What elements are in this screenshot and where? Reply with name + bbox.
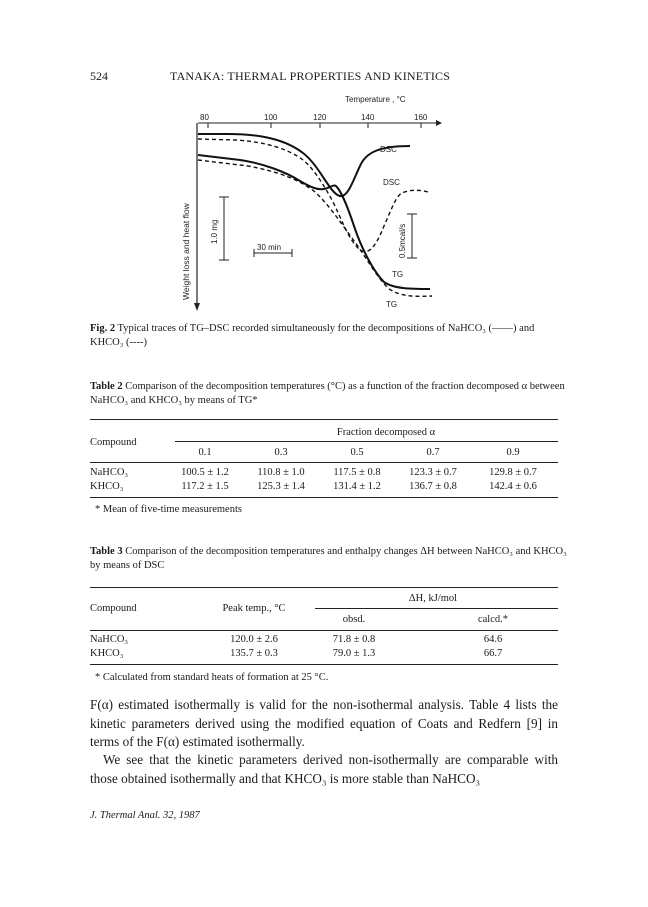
table2-row-compound: NaHCO₃ <box>90 467 129 478</box>
table3-cell: 120.0 ± 2.6 <box>230 634 278 645</box>
table3-top-rule <box>90 587 558 588</box>
figure-caption-label: Fig. 2 <box>90 323 116 334</box>
table2-row-compound: KHCO₃ <box>90 481 124 492</box>
table3-dh-rule <box>315 608 558 609</box>
tg-dashed-label: TG <box>386 300 398 309</box>
table3-footnote: * Calculated from standard heats of formation at 25 °C. <box>95 672 329 683</box>
table3-calcd-header: calcd.* <box>477 614 509 625</box>
temp-tick-label: 160 <box>414 113 428 122</box>
table2-caption-text: Comparison of the decomposition temperatures (°C) as a function of the fraction decomposed α between NaHCO₃ and KHCO₃ by means of TG* <box>90 381 565 406</box>
body-paragraph: We see that the kinetic parameters derived non-isothermally are comparable with those obtained isothermally and that KHCO₃ is more stable than NaHCO₃ <box>90 752 558 786</box>
body-paragraph: F(α) estimated isothermally is valid for the non-isothermal analysis. Table 4 lists the kinetic parameters derived using the modified equation of Coats and Redfern [9] in terms of the F(α) estimated isothermally. <box>90 697 558 749</box>
temperature-axis-title: Temperature , °C <box>345 95 406 104</box>
table3-header-rule <box>90 630 558 631</box>
table3-cell: 66.7 <box>483 648 503 659</box>
table2-header-rule <box>90 462 558 463</box>
tg-solid-label: TG <box>392 270 404 279</box>
table2-col-header: 0.7 <box>426 447 440 458</box>
table3-caption-text: Comparison of the decomposition temperatures and enthalpy changes ΔH between NaHCO₃ and KHCO₃ by means of DSC <box>90 546 567 571</box>
heat-scale-label: 0.5mcal/s <box>398 223 407 258</box>
page-number: 524 <box>90 69 108 83</box>
table3-label: Table 3 <box>90 546 123 557</box>
table2-cell: 125.3 ± 1.4 <box>257 481 305 492</box>
dsc-dashed-label: DSC <box>383 178 400 187</box>
table3-row-compound: KHCO₃ <box>90 648 124 659</box>
temp-tick-label: 140 <box>361 113 375 122</box>
table2-cell: 131.4 ± 1.2 <box>333 481 381 492</box>
table3-compound-header: Compound <box>90 603 137 614</box>
table2-cell: 142.4 ± 0.6 <box>489 481 537 492</box>
temp-tick-label: 80 <box>200 113 209 122</box>
table2-cell: 110.8 ± 1.0 <box>257 467 305 478</box>
time-scale-label: 30 min <box>257 243 282 252</box>
weight-scale-label: 1.0 mg <box>210 219 219 244</box>
vertical-axis-arrow <box>194 303 200 311</box>
y-axis-title: Weight loss and heat flow <box>181 203 191 300</box>
table3-caption <box>90 545 570 573</box>
figure-caption-text: Typical traces of TG–DSC recorded simultaneously for the decompositions of NaHCO₃ (——) and KHCO₃ (----) <box>90 323 535 348</box>
table2-cell: 123.3 ± 0.7 <box>409 467 457 478</box>
table2-cell: 100.5 ± 1.2 <box>181 467 229 478</box>
table3-cell: 64.6 <box>483 634 503 645</box>
nahco3-dsc-curve <box>198 134 410 196</box>
temp-tick-label: 120 <box>313 113 327 122</box>
table3-obsd-header: obsd. <box>342 614 366 625</box>
khco3-dsc-curve <box>198 139 428 252</box>
table2-group-header: Fraction decomposed α <box>336 427 436 438</box>
table2-col-header: 0.5 <box>350 447 364 458</box>
tg-dsc-figure <box>0 0 648 330</box>
table2-cell: 117.5 ± 0.8 <box>333 467 381 478</box>
table3-cell: 135.7 ± 0.3 <box>230 648 278 659</box>
table2-bottom-rule <box>90 497 558 498</box>
figure-caption <box>90 322 570 350</box>
table2-label: Table 2 <box>90 381 123 392</box>
table2-cell: 117.2 ± 1.5 <box>181 481 229 492</box>
table3-dh-header: ΔH, kJ/mol <box>408 593 458 604</box>
table3-cell: 79.0 ± 1.3 <box>332 648 376 659</box>
table2-col-header: 0.3 <box>274 447 288 458</box>
table2-col-header: 0.1 <box>198 447 212 458</box>
table2-compound-header: Compound <box>90 437 137 448</box>
nahco3-tg-curve <box>198 155 430 289</box>
dsc-solid-label: DSC <box>380 145 397 154</box>
running-title: TANAKA: THERMAL PROPERTIES AND KINETICS <box>170 69 451 83</box>
table2-top-rule <box>90 419 558 420</box>
table2-caption <box>90 380 570 408</box>
table2-footnote: * Mean of five-time measurements <box>95 504 242 515</box>
table2-cell: 136.7 ± 0.8 <box>409 481 457 492</box>
table3-row-compound: NaHCO₃ <box>90 634 129 645</box>
temp-tick-label: 100 <box>264 113 278 122</box>
table3-cell: 71.8 ± 0.8 <box>332 634 376 645</box>
temperature-axis-arrow <box>436 120 442 126</box>
table3-bottom-rule <box>90 664 558 665</box>
table3-peak-header: Peak temp., °C <box>222 603 286 614</box>
table2-group-rule <box>175 441 558 442</box>
table2-cell: 129.8 ± 0.7 <box>489 467 537 478</box>
table2-col-header: 0.9 <box>506 447 520 458</box>
journal-footer: J. Thermal Anal. 32, 1987 <box>90 810 200 821</box>
